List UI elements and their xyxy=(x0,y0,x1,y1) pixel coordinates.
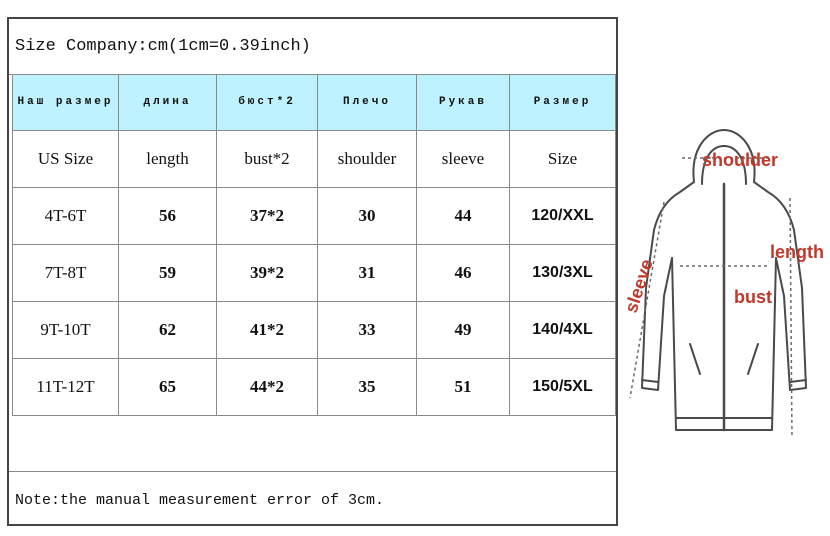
shoulder-label: shoulder xyxy=(702,150,779,170)
table-cell: 37*2 xyxy=(217,188,318,245)
table-cell: 39*2 xyxy=(217,245,318,302)
empty-row xyxy=(9,415,616,472)
table-cell: 7T-8T xyxy=(13,245,119,302)
header-row-russian xyxy=(13,75,616,131)
header-cell: US Size xyxy=(13,131,119,188)
table-cell: 11T-12T xyxy=(13,359,119,416)
length-label: length xyxy=(770,242,824,262)
table-cell: 35 xyxy=(318,359,417,416)
table-cell: 140/4XL xyxy=(510,302,616,359)
header-cell: Size xyxy=(510,131,616,188)
table-cell: 59 xyxy=(119,245,217,302)
table-row xyxy=(13,245,616,302)
header-cell: length xyxy=(119,131,217,188)
size-chart-title: Size Company:cm(1cm=0.39inch) xyxy=(9,19,616,75)
table-cell: 62 xyxy=(119,302,217,359)
table-cell: 33 xyxy=(318,302,417,359)
measurement-note: Note:the manual measurement error of 3cm. xyxy=(15,492,385,509)
table-cell: 130/3XL xyxy=(510,245,616,302)
table-cell: 30 xyxy=(318,188,417,245)
header-cell: бюст*2 xyxy=(217,75,318,131)
table-cell: 44*2 xyxy=(217,359,318,416)
header-cell: sleeve xyxy=(417,131,510,188)
header-cell: Наш размер xyxy=(13,75,119,131)
header-cell: Плечо xyxy=(318,75,417,131)
table-cell: 65 xyxy=(119,359,217,416)
table-cell: 120/XXL xyxy=(510,188,616,245)
size-table xyxy=(12,74,616,416)
size-chart xyxy=(7,17,618,526)
header-cell: bust*2 xyxy=(217,131,318,188)
table-cell: 51 xyxy=(417,359,510,416)
bust-label: bust xyxy=(734,287,772,307)
header-cell: shoulder xyxy=(318,131,417,188)
table-cell: 46 xyxy=(417,245,510,302)
table-cell: 56 xyxy=(119,188,217,245)
table-cell: 150/5XL xyxy=(510,359,616,416)
table-row xyxy=(13,188,616,245)
table-cell: 9T-10T xyxy=(13,302,119,359)
table-row xyxy=(13,359,616,416)
sleeve-label: sleeve xyxy=(620,256,657,316)
header-row-english xyxy=(13,131,616,188)
header-cell: длина xyxy=(119,75,217,131)
table-cell: 41*2 xyxy=(217,302,318,359)
table-cell: 49 xyxy=(417,302,510,359)
table-cell: 31 xyxy=(318,245,417,302)
table-row xyxy=(13,302,616,359)
table-cell: 44 xyxy=(417,188,510,245)
header-cell: Размер xyxy=(510,75,616,131)
table-cell: 4T-6T xyxy=(13,188,119,245)
header-cell: Рукав xyxy=(417,75,510,131)
hooded-jacket-icon xyxy=(620,118,828,453)
